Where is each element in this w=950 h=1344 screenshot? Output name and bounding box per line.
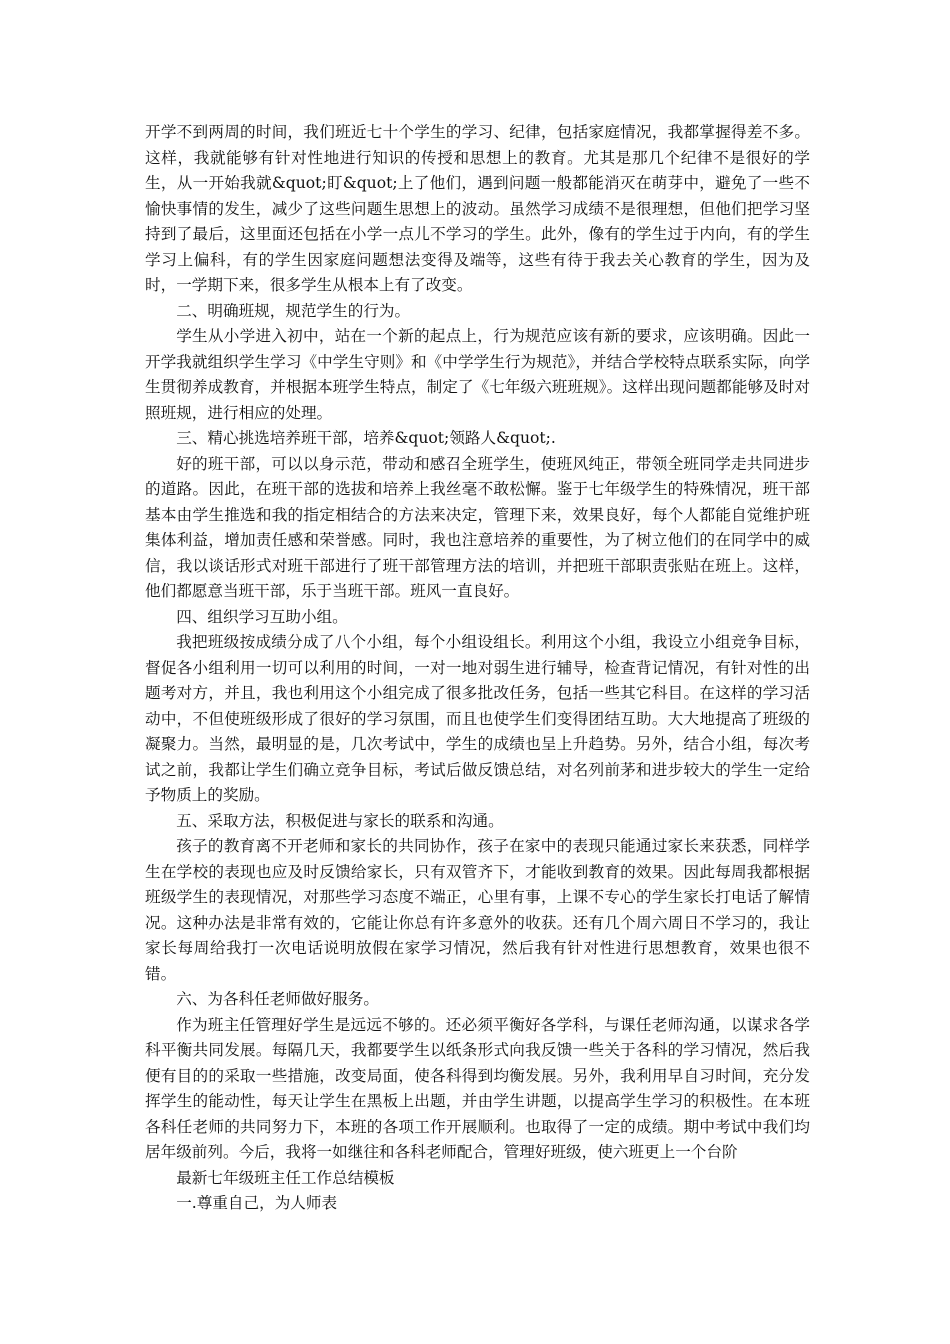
section-heading: 四、组织学习互助小组。 xyxy=(176,607,348,626)
section-heading: 一.尊重自己，为人师表 xyxy=(176,1194,338,1212)
document-subtitle: 最新七年级班主任工作总结模板 xyxy=(176,1168,395,1187)
body-paragraph: 作为班主任管理好学生是远远不够的。还必须平衡好各学科，与课任老师沟通，以谋求各学科平衡共同发展。每隔几天，我都要学生以纸条形式向我反馈一些关于各科的学习情况，然后我便有目的的采取一些措施，改变局面，使各科得到均衡发展。另外，我利用早自习时间，充分发挥学生的能动性，每天让学生在黑板上出题，并由学生讲题，以提高学生学习的积极性。在本班各科任老师的共同努力下，本班的各项工作开展顺利。也取得了一定的成绩。期中考试中我们均居年级前列。今后，我将一如继往和各科老师配合，管理好班级，使六班更上一个台阶 xyxy=(145,1015,810,1161)
section-heading: 五、采取方法，积极促进与家长的联系和沟通。 xyxy=(176,811,504,830)
body-paragraph: 开学不到两周的时间，我们班近七十个学生的学习、纪律，包括家庭情况，我都掌握得差不多。这样，我就能够有针对性地进行知识的传授和思想上的教育。尤其是那几个纪律不是很好的学生，从一开始我就&quot;盯&quot;上了他们，遇到问题一般都能消灭在萌芽中，避免了一些不愉快事情的发生，减少了这些问题生思想上的波动。虽然学习成绩不是很理想，但他们把学习坚持到了最后，这里面还包括在小学一点儿不学习的学生。此外，像有的学生过于内向，有的学生学习上偏科，有的学生因家庭问题想法变得及端等，这些有待于我去关心教育的学生，因为及时，一学期下来，很多学生从根本上有了改变。 xyxy=(145,123,810,294)
body-paragraph: 好的班干部，可以以身示范，带动和感召全班学生，使班风纯正，带领全班同学走共同进步的道路。因此，在班干部的选拔和培养上我丝毫不敢松懈。鉴于七年级学生的特殊情况，班干部基本由学生推选和我的指定相结合的方法来决定，管理下来，效果良好，每个人都能自觉维护班集体利益，增加责任感和荣誉感。同时，我也注意培养的重要性，为了树立他们的在同学中的威信，我以谈话形式对班干部进行了班干部管理方法的培训，并把班干部职责张贴在班上。这样，他们都愿意当班干部，乐于当班干部。班风一直良好。 xyxy=(145,454,810,600)
section-heading: 三、精心挑选培养班干部，培养&quot;领路人&quot;. xyxy=(176,429,556,447)
body-paragraph: 孩子的教育离不开老师和家长的共同协作，孩子在家中的表现只能通过家长来获悉，同样学生在学校的表现也应及时反馈给家长，只有双管齐下，才能收到教育的效果。因此每周我都根据班级学生的表现情况，对那些学习态度不端正，心里有事，上课不专心的学生家长打电话了解情况。这种办法是非常有效的，它能让你总有许多意外的收获。还有几个周六周日不学习的，我让家长每周给我打一次电话说明放假在家学习情况，然后我有针对性进行思想教育，效果也很不错。 xyxy=(145,837,810,983)
section-heading: 二、明确班规，规范学生的行为。 xyxy=(176,301,411,320)
document-page xyxy=(145,120,810,1217)
body-paragraph: 我把班级按成绩分成了八个小组，每个小组设组长。利用这个小组，我设立小组竞争目标，督促各小组利用一切可以利用的时间，一对一地对弱生进行辅导，检查背记情况，有针对性的出题考对方，并且，我也利用这个小组完成了很多批改任务，包括一些其它科目。在这样的学习活动中，不但使班级形成了很好的学习氛围，而且也使学生们变得团结互助。大大地提高了班级的凝聚力。当然，最明显的是，几次考试中，学生的成绩也呈上升趋势。另外，结合小组，每次考试之前，我都让学生们确立竞争目标，考试后做反馈总结，对名列前茅和进步较大的学生一定给予物质上的奖励。 xyxy=(145,633,810,804)
body-paragraph: 学生从小学进入初中，站在一个新的起点上，行为规范应该有新的要求，应该明确。因此一开学我就组织学生学习《中学生守则》和《中学学生行为规范》，并结合学校特点联系实际，向学生贯彻养成教育，并根据本班学生特点，制定了《七年级六班班规》。这样出现问题都能够及时对照班规，进行相应的处理。 xyxy=(145,327,810,422)
section-heading: 六、为各科任老师做好服务。 xyxy=(176,990,379,1008)
